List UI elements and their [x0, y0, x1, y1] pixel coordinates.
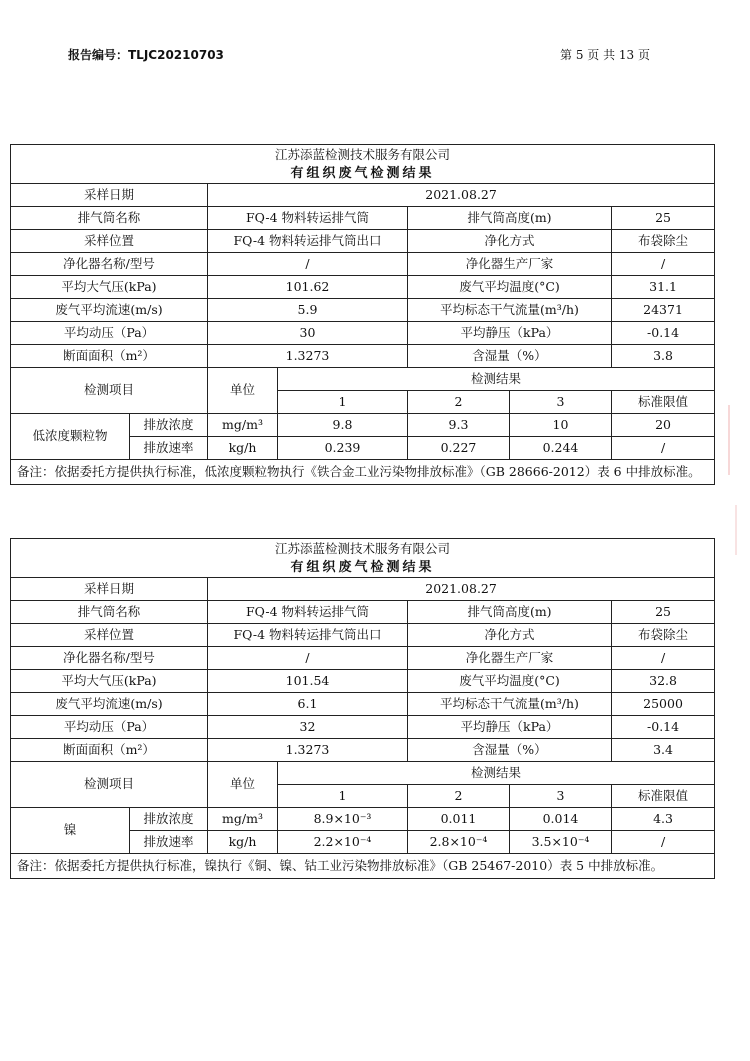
- result-value: 0.244: [510, 437, 612, 460]
- table-row: [11, 414, 715, 437]
- field-label: 平均动压（Pa）: [11, 322, 208, 345]
- results-table-nickel: [10, 538, 714, 879]
- field-value: 101.62: [208, 276, 408, 299]
- field-label: 断面面积（m²）: [11, 739, 208, 762]
- table-title: 有组织废气检测结果: [11, 165, 715, 184]
- field-label: 净化方式: [408, 230, 612, 253]
- field-label: 废气平均温度(°C): [408, 276, 612, 299]
- field-label: 净化器名称/型号: [11, 253, 208, 276]
- field-value: -0.14: [612, 716, 715, 739]
- field-label: 平均大气压(kPa): [11, 670, 208, 693]
- field-label: 平均标态干气流量(m³/h): [408, 299, 612, 322]
- table-row: [11, 808, 715, 831]
- field-value: FQ-4 物料转运排气筒: [208, 207, 408, 230]
- field-label: 平均大气压(kPa): [11, 276, 208, 299]
- field-value: 6.1: [208, 693, 408, 716]
- field-label: 净化方式: [408, 624, 612, 647]
- field-value: 31.1: [612, 276, 715, 299]
- col-header-unit: 单位: [208, 368, 278, 414]
- field-label: 采样日期: [11, 578, 208, 601]
- field-label: 平均动压（Pa）: [11, 716, 208, 739]
- field-value: 24371: [612, 299, 715, 322]
- field-label: 废气平均流速(m/s): [11, 693, 208, 716]
- measure-name: 排放浓度: [130, 808, 208, 831]
- field-value: 布袋除尘: [612, 624, 715, 647]
- company-name: 江苏添蓝检测技术服务有限公司: [11, 145, 715, 166]
- field-label: 废气平均流速(m/s): [11, 299, 208, 322]
- result-value: 10: [510, 414, 612, 437]
- report-number: 报告编号：TLJC20210703: [68, 48, 224, 62]
- pollutant-name: 低浓度颗粒物: [11, 414, 130, 460]
- measure-name: 排放速率: [130, 437, 208, 460]
- field-value: FQ-4 物料转运排气筒出口: [208, 230, 408, 253]
- field-label: 平均标态干气流量(m³/h): [408, 693, 612, 716]
- result-value: 0.011: [408, 808, 510, 831]
- page-indicator: 第 5 页 共 13 页: [560, 48, 650, 62]
- col-header-item: 检测项目: [11, 762, 208, 808]
- field-label: 含湿量（%）: [408, 739, 612, 762]
- company-name: 江苏添蓝检测技术服务有限公司: [11, 539, 715, 560]
- remark-note: 备注：依据委托方提供执行标准，低浓度颗粒物执行《铁合金工业污染物排放标准》（GB 28666-2012）表 6 中排放标准。: [11, 460, 715, 485]
- result-value: 9.3: [408, 414, 510, 437]
- col-header-sample: 3: [510, 785, 612, 808]
- field-label: 排气筒高度(m): [408, 207, 612, 230]
- field-label: 排气筒名称: [11, 207, 208, 230]
- result-value: 9.8: [278, 414, 408, 437]
- result-value: 0.239: [278, 437, 408, 460]
- col-header-limit: 标准限值: [612, 785, 715, 808]
- col-header-sample: 2: [408, 785, 510, 808]
- table-grid: [10, 538, 715, 879]
- field-value: 25: [612, 601, 715, 624]
- field-value: 101.54: [208, 670, 408, 693]
- field-value: 32.8: [612, 670, 715, 693]
- field-label: 净化器生产厂家: [408, 647, 612, 670]
- field-value: -0.14: [612, 322, 715, 345]
- field-label: 平均静压（kPa）: [408, 716, 612, 739]
- measure-unit: mg/m³: [208, 808, 278, 831]
- col-header-sample: 1: [278, 391, 408, 414]
- field-value: /: [208, 253, 408, 276]
- result-value: 2.8×10⁻⁴: [408, 831, 510, 854]
- field-value: FQ-4 物料转运排气筒: [208, 601, 408, 624]
- field-value: /: [612, 647, 715, 670]
- col-header-results: 检测结果: [278, 368, 715, 391]
- field-label: 断面面积（m²）: [11, 345, 208, 368]
- limit-value: /: [612, 831, 715, 854]
- remark-note: 备注：依据委托方提供执行标准，镍执行《铜、镍、钴工业污染物排放标准》（GB 25467-2010）表 5 中排放标准。: [11, 854, 715, 879]
- col-header-sample: 3: [510, 391, 612, 414]
- field-value: 30: [208, 322, 408, 345]
- measure-unit: mg/m³: [208, 414, 278, 437]
- sampling-date: 2021.08.27: [208, 578, 715, 601]
- table-grid: [10, 144, 715, 485]
- sampling-date: 2021.08.27: [208, 184, 715, 207]
- seal-mark-2: [735, 505, 750, 555]
- field-value: FQ-4 物料转运排气筒出口: [208, 624, 408, 647]
- field-label: 排气筒名称: [11, 601, 208, 624]
- field-label: 采样位置: [11, 230, 208, 253]
- measure-name: 排放浓度: [130, 414, 208, 437]
- measure-name: 排放速率: [130, 831, 208, 854]
- col-header-item: 检测项目: [11, 368, 208, 414]
- field-label: 净化器名称/型号: [11, 647, 208, 670]
- field-value: /: [612, 253, 715, 276]
- field-label: 排气筒高度(m): [408, 601, 612, 624]
- field-value: 3.4: [612, 739, 715, 762]
- pollutant-name: 镍: [11, 808, 130, 854]
- field-value: /: [208, 647, 408, 670]
- field-value: 5.9: [208, 299, 408, 322]
- field-value: 3.8: [612, 345, 715, 368]
- field-label: 净化器生产厂家: [408, 253, 612, 276]
- col-header-limit: 标准限值: [612, 391, 715, 414]
- field-label: 废气平均温度(°C): [408, 670, 612, 693]
- seal-mark: [728, 405, 750, 475]
- result-value: 0.227: [408, 437, 510, 460]
- field-value: 1.3273: [208, 345, 408, 368]
- col-header-sample: 1: [278, 785, 408, 808]
- limit-value: 20: [612, 414, 715, 437]
- field-value: 25: [612, 207, 715, 230]
- field-value: 1.3273: [208, 739, 408, 762]
- result-value: 2.2×10⁻⁴: [278, 831, 408, 854]
- col-header-unit: 单位: [208, 762, 278, 808]
- field-value: 25000: [612, 693, 715, 716]
- col-header-results: 检测结果: [278, 762, 715, 785]
- field-label: 含湿量（%）: [408, 345, 612, 368]
- measure-unit: kg/h: [208, 831, 278, 854]
- field-label: 采样位置: [11, 624, 208, 647]
- col-header-sample: 2: [408, 391, 510, 414]
- field-value: 布袋除尘: [612, 230, 715, 253]
- limit-value: 4.3: [612, 808, 715, 831]
- field-value: 32: [208, 716, 408, 739]
- table-title: 有组织废气检测结果: [11, 559, 715, 578]
- result-value: 3.5×10⁻⁴: [510, 831, 612, 854]
- result-value: 8.9×10⁻³: [278, 808, 408, 831]
- measure-unit: kg/h: [208, 437, 278, 460]
- field-label: 采样日期: [11, 184, 208, 207]
- limit-value: /: [612, 437, 715, 460]
- result-value: 0.014: [510, 808, 612, 831]
- results-table-particulate: [10, 144, 714, 485]
- field-label: 平均静压（kPa）: [408, 322, 612, 345]
